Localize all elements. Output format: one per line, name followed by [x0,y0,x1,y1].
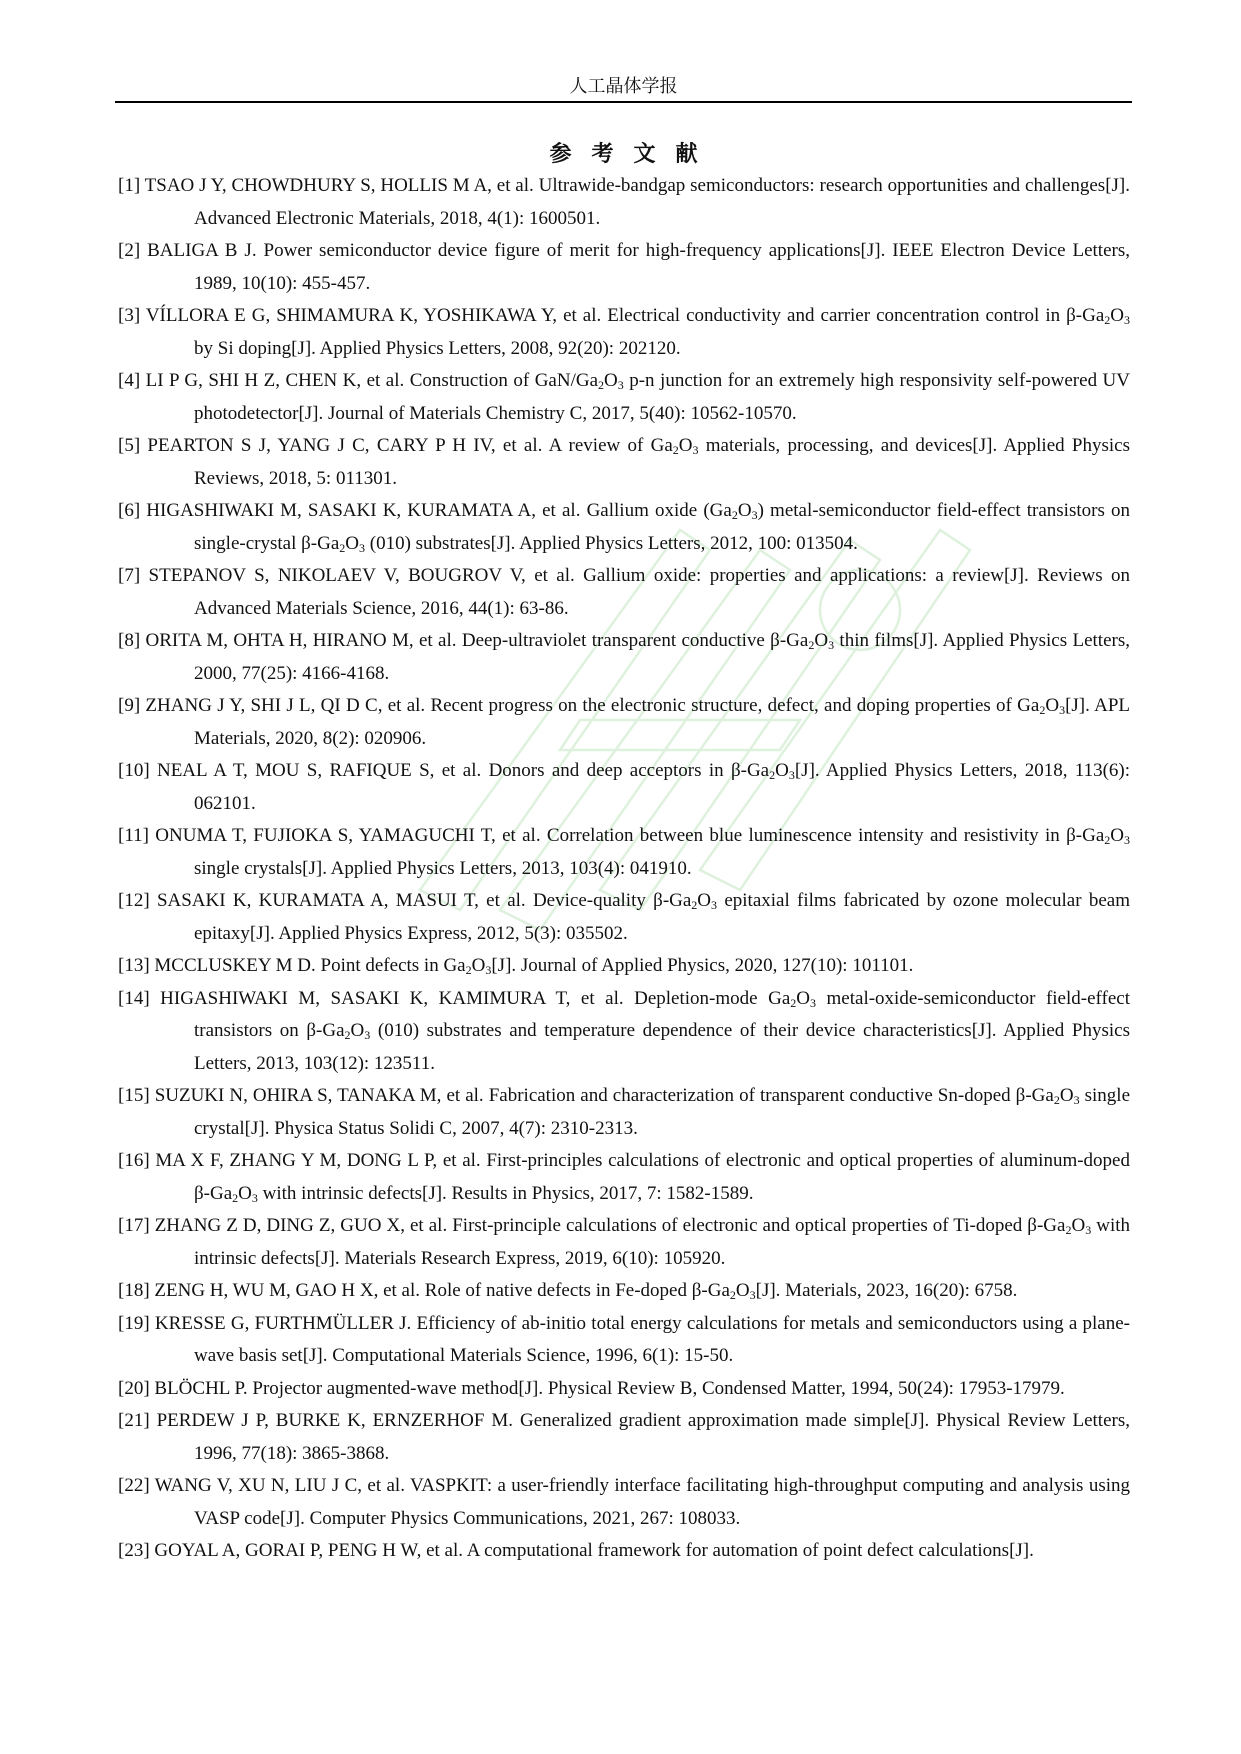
reference-item: [23] GOYAL A, GORAI P, PENG H W, et al. A computational framework for automation of point defect calculations[J]. [118,1540,1034,1561]
reference-item: [3] VÍLLORA E G, SHIMAMURA K, YOSHIKAWA Y, et al. Electrical conductivity and carrier concentration control in $\beta-Ga_2O_3$ by Si doping[J]. Applied Physics Letters, 2008, 92(20): 202120. [118,305,1130,359]
reference-item: [5] PEARTON S J, YANG J C, CARY P H IV, et al. A review of $Ga_2O_3$ materials, processing, and devices[J]. Applied Physics Reviews, 2018, 5: 011301. [118,435,1130,489]
reference-item: [22] WANG V, XU N, LIU J C, et al. VASPKIT: a user-friendly interface facilitating high-throughput computing and analysis using VASP code[J]. Computer Physics Communications, 2021, 267: 108033. [118,1475,1130,1529]
reference-item: [8] ORITA M, OHTA H, HIRANO M, et al. Deep-ultraviolet transparent conductive $\beta-Ga_2O_3$ thin films[J]. Applied Physics Letters, 2000, 77(25): 4166-4168. [118,630,1130,684]
reference-item: [15] SUZUKI N, OHIRA S, TANAKA M, et al. Fabrication and characterization of transparent conductive Sn-doped $\beta-Ga_2O_3$ single crystal[J]. Physica Status Solidi C, 2007, 4(7): 2310-2313. [118,1085,1131,1139]
reference-item: [2] BALIGA B J. Power semiconductor device figure of merit for high-frequency applications[J]. IEEE Electron Device Letters, 1989, 10(10): 455-457. [118,240,1130,294]
reference-item: [17] ZHANG Z D, DING Z, GUO X, et al. First-principle calculations of electronic and optical properties of Ti-doped $\beta-Ga_2O_3$ with intrinsic defects[J]. Materials Research Express, 2019, 6(10): 105920. [118,1215,1131,1269]
reference-item: [19] KRESSE G, FURTHMÜLLER J. Efficiency of ab-initio total energy calculations for metals and semiconductors using a plane-wave basis set[J]. Computational Materials Science, 1996, 6(1): 15-50. [118,1312,1130,1366]
reference-item: [4] LI P G, SHI H Z, CHEN K, et al. Construction of GaN/$Ga_2O_3$ p-n junction for an extremely high responsivity self-powered UV photodetector[J]. Journal of Materials Chemistry C, 2017, 5(40): 10562-10570. [118,370,1130,424]
reference-item: [13] MCCLUSKEY M D. Point defects in $Ga_2O_3[J]$. Journal of Applied Physics, 2020, 127(10): 101101. [118,955,914,977]
reference-item: [6] HIGASHIWAKI M, SASAKI K, KURAMATA A, et al. Gallium oxide $(Ga_2O_3)$ metal-semiconductor field-effect transistors on single-crystal $\beta-Ga_2O_3$ (010) substrates[J]. Applied Physics Letters, 2012, 100: 013504. [118,500,1131,555]
reference-item: [1] TSAO J Y, CHOWDHURY S, HOLLIS M A, et al. Ultrawide-bandgap semiconductors: research opportunities and challenges[J]. Advanced Electronic Materials, 2018, 4(1): 1600501. [118,175,1130,229]
reference-list [118,170,1130,1568]
reference-item: [20] BLÖCHL P. Projector augmented-wave method[J]. Physical Review B, Condensed Matter, 1994, 50(24): 17953-17979. [118,1377,1065,1399]
reference-item: [7] STEPANOV S, NIKOLAEV V, BOUGROV V, et al. Gallium oxide: properties and applications: a review[J]. Reviews on Advanced Materials Science, 2016, 44(1): 63-86. [118,565,1130,619]
reference-item: [12] SASAKI K, KURAMATA A, MASUI T, et al. Device-quality $\beta-Ga_2O_3$ epitaxial films fabricated by ozone molecular beam epitaxy[J]. Applied Physics Express, 2012, 5(3): 035502. [118,890,1130,944]
reference-item: [11] ONUMA T, FUJIOKA S, YAMAGUCHI T, et al. Correlation between blue luminescence intensity and resistivity in $\beta-Ga_2O_3$ single crystals[J]. Applied Physics Letters, 2013, 103(4): 041910. [118,825,1130,879]
reference-item: [21] PERDEW J P, BURKE K, ERNZERHOF M. Generalized gradient approximation made simple[J]. Physical Review Letters, 1996, 77(18): 3865-3868. [118,1410,1130,1464]
header-rule [115,101,1132,103]
references-title: 参考文献 [549,142,718,167]
reference-item: [14] HIGASHIWAKI M, SASAKI K, KAMIMURA T, et al. Depletion-mode $Ga_2O_3$ metal-oxide-semiconductor field-effect transistors on $\beta-Ga_2O_3$ (010) substrates and temperature dependence of their device characteristics[J]. Applied Physics Letters, 2013, 103(12): 123511. [118,987,1130,1074]
reference-item: [10] NEAL A T, MOU S, RAFIQUE S, et al. Donors and deep acceptors in $\beta-Ga_2O_3[J]$. Applied Physics Letters, 2018, 113(6): 062101. [118,760,1131,814]
reference-item: [16] MA X F, ZHANG Y M, DONG L P, et al. First-principles calculations of electronic and optical properties of aluminum-doped $\beta-Ga_2O_3$ with intrinsic defects[J]. Results in Physics, 2017, 7: 1582-1589. [118,1150,1130,1205]
reference-item: [18] ZENG H, WU M, GAO H X, et al. Role of native defects in Fe-doped $\beta-Ga_2O_3[J]$. Materials, 2023, 16(20): 6758. [118,1280,1018,1302]
journal-header: 人工晶体学报 [569,76,678,97]
reference-item: [9] ZHANG J Y, SHI J L, QI D C, et al. Recent progress on the electronic structure, defect, and doping properties of $Ga_2O_3[J]$. APL Materials, 2020, 8(2): 020906. [118,695,1130,749]
